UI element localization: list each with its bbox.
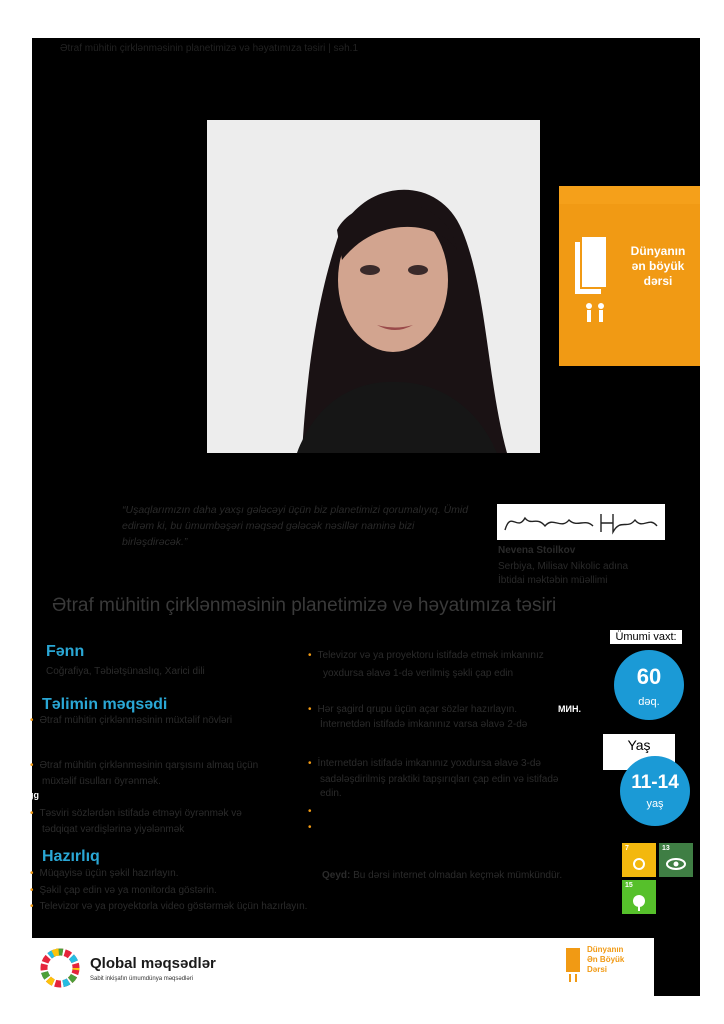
middle-item-text: İnternetdən istifadə imkanınız yoxdursa əlavə 3-də: [317, 758, 541, 769]
running-title: Ətraf mühitin çirklənməsinin planetimizə və həyatımıza təsiri | səh.1: [60, 43, 359, 54]
preparation-item-text: Şəkil çap edin və ya monitorda göstərin.: [39, 885, 217, 896]
age-circle: [620, 756, 690, 826]
badge-line-3: dərsi: [643, 274, 673, 288]
middle-item-continuation: edin.: [320, 788, 342, 799]
goal-item: • Təsviri sözlərdən istifadə etməyi öyrənmək və: [30, 808, 242, 819]
portrait-image: [207, 120, 540, 453]
book-icon: [573, 236, 617, 326]
total-time-label: Ümumi vaxt:: [610, 630, 682, 644]
empty-bullet: •: [308, 806, 312, 817]
footer-wls-text: [587, 945, 624, 975]
empty-bullet: •: [308, 822, 312, 833]
middle-item: • Televizor və ya proyektoru istifadə etmək imkanınız: [308, 650, 544, 661]
middle-item-text: Televizor və ya proyektoru istifadə etmək imkanınız: [317, 650, 544, 661]
subject-text: Coğrafiya, Təbiətşünaslıq, Xarici dili: [46, 666, 205, 677]
age-value: 11-14: [631, 772, 679, 793]
sdg-7-icon: [622, 843, 656, 877]
teacher-quote: “Uşaqlarımızın daha yaxşı gələcəyi üçün biz planetimizi qorumalıyıq. Ümid edirəm ki, bu ümumbəşəri məqsəd gələcək nəsillər naminə bizi birləşdirəcək.”: [122, 504, 469, 548]
author-role: [498, 560, 628, 588]
preparation-item-text: Televizor və ya proyektorla video göstərmək üçün hazırlayın.: [39, 901, 308, 912]
sdg-7-number: 7: [625, 845, 629, 852]
global-goals-wheel-icon: [40, 948, 80, 988]
footer-wls-line-3: Dərsi: [587, 965, 608, 974]
signature-image: [497, 504, 665, 540]
sdg-13-icon: [659, 843, 693, 877]
global-goals-subtitle: Sabit inkişafın ümumdünya məqsədləri: [90, 976, 194, 982]
middle-item: • Hər şagird qrupu üçün açar sözlər hazırlayın.: [308, 704, 518, 715]
goal-item-text: Təsviri sözlərdən istifadə etməyi öyrənmək və: [39, 808, 242, 819]
footer-wls-line-1: Dünyanın: [587, 945, 624, 954]
quote-author: Nevena Stoilkov: [498, 545, 576, 556]
goal-item-continuation: müxtəlif üsulları öyrənmək.: [42, 776, 161, 787]
goal-item-text: Ətraf mühitin çirklənməsinin müxtəlif növləri: [39, 715, 233, 726]
middle-item-continuation: İnternetdən istifadə imkanınız varsa əlavə 2-də: [320, 719, 528, 730]
badge-line-2: ən böyük: [631, 259, 685, 273]
teacher-portrait: [207, 120, 540, 453]
worlds-largest-lesson-badge: [559, 186, 700, 366]
age-label: Yaş: [603, 734, 675, 770]
time-unit: dəq.: [638, 696, 660, 708]
time-value: 60: [636, 664, 662, 689]
author-role-line-1: Serbiya, Milisav Nikolic adına: [498, 561, 629, 572]
stray-text: gg: [28, 790, 39, 800]
author-role-line-2: İbtidai məktəbin müəllimi: [498, 575, 608, 586]
goal-item: • Ətraf mühitin çirklənməsinin müxtəlif növləri: [30, 715, 233, 726]
sdg-15-number: 15: [625, 882, 633, 889]
middle-item-text: Hər şagird qrupu üçün açar sözlər hazırlayın.: [317, 704, 518, 715]
middle-item-continuation: sadələşdirilmiş praktiki tapşırıqları çap edin və istifadə: [320, 774, 559, 785]
global-goals-title: Qlobal məqsədlər: [90, 955, 216, 972]
badge-text: [619, 244, 697, 289]
goal-item-text: Ətraf mühitin çirklənməsinin qarşısını almaq üçün: [39, 760, 259, 771]
sdg-13-number: 13: [662, 845, 670, 852]
small-book-icon: [564, 944, 584, 984]
note-label: Qeyd:: [322, 870, 351, 881]
sdg-15-icon: [622, 880, 656, 914]
lesson-title: Ətraf mühitin çirklənməsinin planetimizə və həyatımıza təsiri: [52, 595, 557, 616]
preparation-item: • Televizor və ya proyektorla video göstərmək üçün hazırlayın.: [30, 901, 308, 912]
footer: [32, 938, 654, 996]
goal-heading: Təlimin məqsədi: [42, 696, 168, 713]
preparation-item-text: Müqayisə üçün şəkil hazırlayın.: [39, 868, 179, 879]
minutes-label: МИН.: [558, 704, 581, 714]
footer-wls-line-2: Ən Böyük: [587, 955, 625, 964]
goal-item: • Ətraf mühitin çirklənməsinin qarşısını almaq üçün: [30, 760, 259, 771]
middle-item: • İnternetdən istifadə imkanınız yoxdursa əlavə 3-də: [308, 758, 541, 769]
middle-item-continuation: yoxdursa əlavə 1-də verilmiş şəkli çap edin: [323, 668, 514, 679]
handwritten-signature: [497, 504, 665, 540]
note-text: Bu dərsi internet olmadan keçmək mümkündür.: [350, 870, 563, 881]
preparation-item: • Şəkil çap edin və ya monitorda göstərin.: [30, 885, 217, 896]
time-circle: [614, 650, 684, 720]
preparation-item: • Müqayisə üçün şəkil hazırlayın.: [30, 868, 179, 879]
badge-line-1: Dünyanın: [630, 244, 686, 258]
preparation-heading: Hazırlıq: [42, 848, 100, 865]
subject-heading: Fənn: [46, 643, 85, 660]
note: [322, 868, 562, 883]
age-unit: yaş: [646, 798, 664, 810]
goal-item-continuation: tədqiqat vərdişlərinə yiyələnmək: [42, 824, 185, 835]
lesson-page: [28, 38, 700, 996]
